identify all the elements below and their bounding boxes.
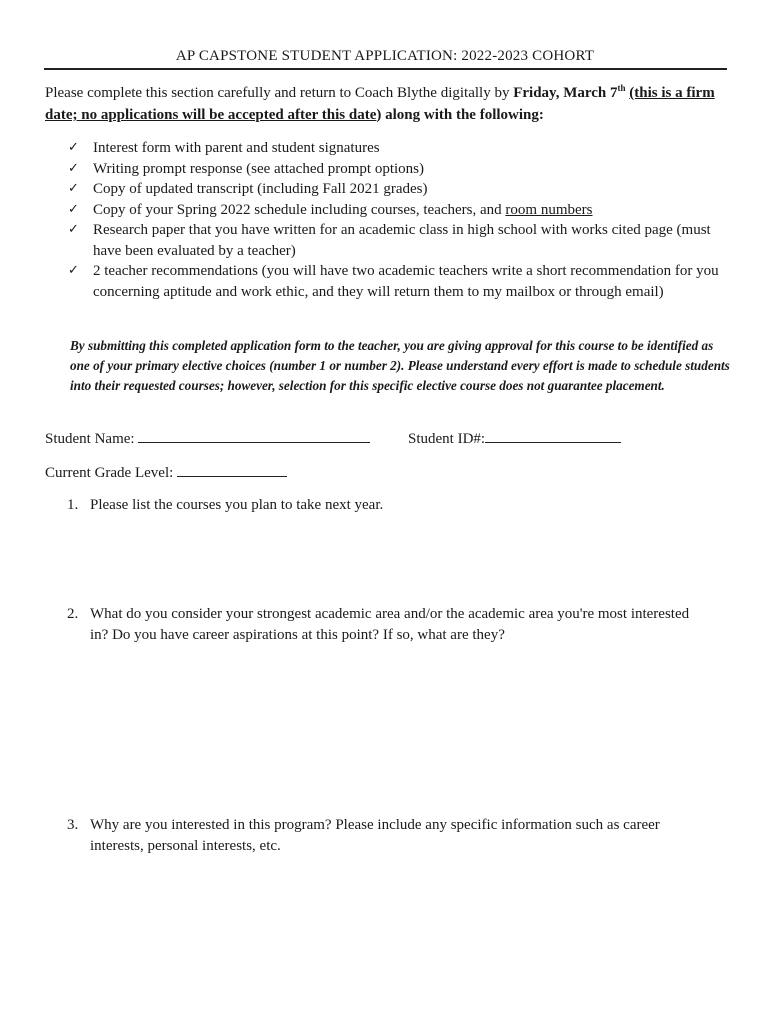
list-item: ✓ Writing prompt response (see attached prompt options) bbox=[68, 159, 728, 180]
room-numbers-text: room numbers bbox=[505, 201, 593, 218]
list-item: ✓ Copy of updated transcript (including Fall 2021 grades) bbox=[68, 179, 728, 200]
checkmark-icon: ✓ bbox=[68, 201, 79, 217]
question-number: 2. bbox=[67, 606, 79, 622]
question-number: 3. bbox=[67, 817, 79, 833]
student-id-field bbox=[408, 428, 621, 448]
intro-paragraph bbox=[45, 82, 735, 126]
student-name-label: Student Name: bbox=[45, 431, 135, 447]
question-text: Please list the courses you plan to take next year. bbox=[90, 497, 384, 513]
question-text: What do you consider your strongest academic area and/or the academic area you're most interested in? Do you have career aspirations at this point? If so, what are they? bbox=[90, 606, 690, 643]
checkmark-icon: ✓ bbox=[68, 160, 79, 176]
approval-notice: By submitting this completed application form to the teacher, you are giving approval for this course to be identified as one of your primary elective choices (number 1 or number 2). Please understand every effort is made to schedule students into their requested courses; however, selection for this specific elective course does not guarantee placement. bbox=[70, 338, 730, 393]
list-item: ✓ Copy of your Spring 2022 schedule including courses, teachers, and room numbers bbox=[68, 200, 728, 221]
student-id-input[interactable] bbox=[485, 428, 621, 443]
question-1 bbox=[67, 495, 707, 516]
checkmark-icon: ✓ bbox=[68, 181, 79, 196]
question-3 bbox=[67, 815, 707, 857]
grade-level-field bbox=[45, 462, 287, 482]
requirements-checklist bbox=[68, 138, 728, 302]
firm-date-note: (this is a firm date; no applications will be accepted after this date bbox=[45, 85, 715, 123]
list-item: ✓ Interest form with parent and student signatures bbox=[68, 138, 728, 159]
intro-text: Please complete this section carefully and return to Coach Blythe digitally by bbox=[45, 85, 514, 101]
title-divider bbox=[44, 68, 727, 70]
student-name-field bbox=[45, 428, 370, 448]
question-number: 1. bbox=[67, 497, 79, 513]
question-2 bbox=[67, 604, 707, 646]
student-name-input[interactable] bbox=[138, 428, 370, 443]
checkmark-icon: ✓ bbox=[68, 140, 79, 155]
grade-level-input[interactable] bbox=[177, 462, 287, 477]
page-title: AP CAPSTONE STUDENT APPLICATION: 2022-2023 COHORT bbox=[175, 48, 595, 64]
question-text: Why are you interested in this program? Please include any specific information such as career interests, personal interests, etc. bbox=[90, 817, 660, 854]
intro-text-end: ) along with the following: bbox=[376, 107, 544, 123]
grade-level-label: Current Grade Level: bbox=[45, 465, 174, 481]
list-item: ✓ 2 teacher recommendations (you will have two academic teachers write a short recommendation for you concerning aptitude and work ethic, and they will return them to my mailbox or through email) bbox=[68, 263, 719, 300]
checkmark-icon: ✓ bbox=[68, 222, 79, 237]
student-id-label: Student ID#: bbox=[408, 431, 486, 447]
checkmark-icon: ✓ bbox=[68, 263, 79, 278]
list-item: ✓ Research paper that you have written for an academic class in high school with works cited page (must have been evaluated by a teacher) bbox=[68, 222, 711, 259]
deadline-text: Friday, March 7th bbox=[513, 83, 626, 101]
